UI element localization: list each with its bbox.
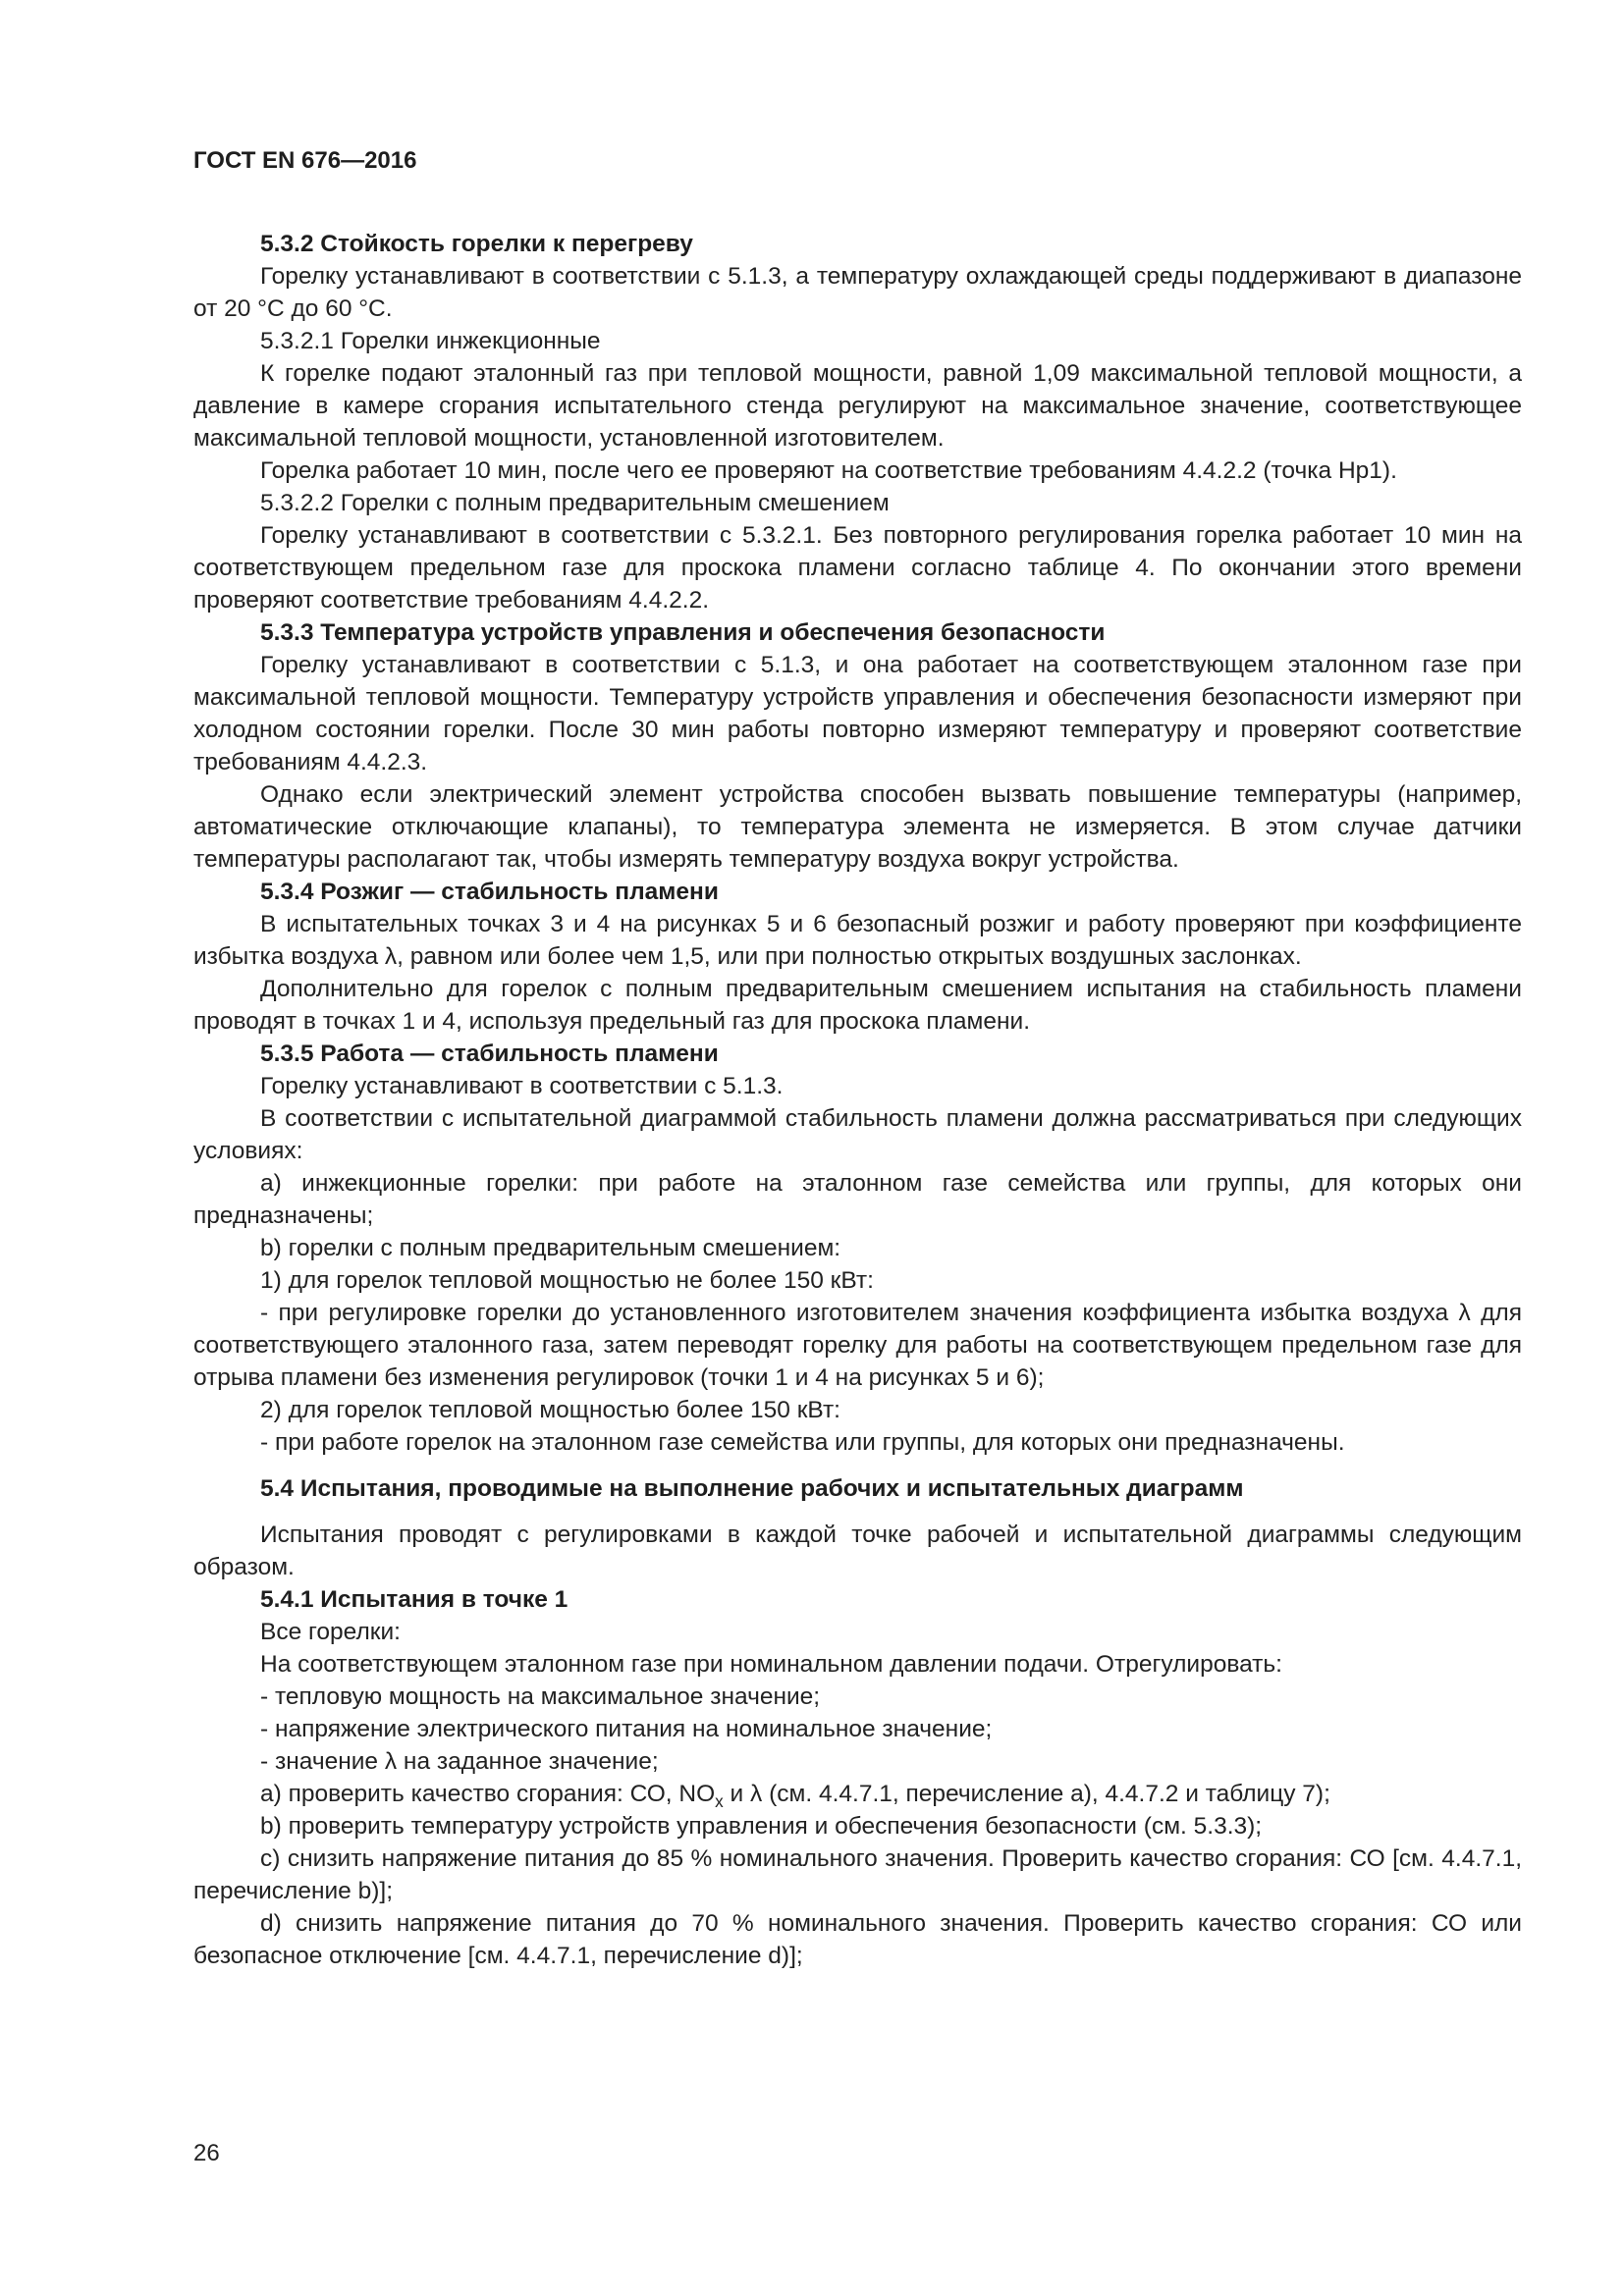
paragraph: Горелку устанавливают в соответствии с 5.1.3. [260, 1073, 784, 1099]
list-item-text: а) проверить качество сгорания: СО, NO [260, 1781, 716, 1807]
heading-5-3-5: 5.3.5 Работа — стабильность пламени [260, 1041, 719, 1067]
list-item: 1) для горелок тепловой мощностью не более 150 кВт: [260, 1267, 874, 1294]
paragraph: Горелку устанавливают в соответствии с 5.3.2.1. Без повторного регулирования горелка работает 10 мин на соответствующем предельном газе для проскока пламени согласно таблице 4. По окончании этого времени проверяют соответствие требованиям 4.4.2.2. [193, 522, 1522, 614]
list-item: b) проверить температуру устройств управления и обеспечения безопасности (см. 5.3.3); [260, 1813, 1263, 1840]
document-code-header: ГОСТ EN 676—2016 [193, 147, 417, 174]
paragraph: Все горелки: [260, 1619, 401, 1645]
heading-5-3-3: 5.3.3 Температура устройств управления и обеспечения безопасности [260, 619, 1106, 646]
list-item: 2) для горелок тепловой мощностью более 150 кВт: [260, 1397, 840, 1423]
paragraph: Горелка работает 10 мин, после чего ее проверяют на соответствие требованиям 4.4.2.2 (точка Нр1). [260, 457, 1397, 484]
paragraph: В соответствии с испытательной диаграммой стабильность пламени должна рассматриваться при следующих условиях: [193, 1105, 1522, 1164]
heading-5-4: 5.4 Испытания, проводимые на выполнение рабочих и испытательных диаграмм [260, 1475, 1244, 1502]
heading-5-3-2-1: 5.3.2.1 Горелки инжекционные [260, 328, 601, 354]
list-item: - при регулировке горелки до установленного изготовителем значения коэффициента избытка воздуха λ для соответствующего эталонного газа, затем переводят горелку для работы на соответствующем предельном газе для отрыва пламени без изменения регулировок (точки 1 и 4 на рисунках 5 и 6); [193, 1300, 1522, 1391]
list-item: - значение λ на заданное значение; [260, 1748, 659, 1775]
heading-5-3-4: 5.3.4 Розжиг — стабильность пламени [260, 879, 719, 905]
list-item [193, 1778, 1522, 1810]
list-item: b) горелки с полным предварительным смешением: [260, 1235, 841, 1261]
document-body [193, 228, 1522, 1972]
paragraph: Однако если электрический элемент устройства способен вызвать повышение температуры (например, автоматические отключающие клапаны), то температура элемента не измеряется. В этом случае датчики температуры располагают так, чтобы измерять температуру воздуха вокруг устройства. [193, 781, 1522, 873]
list-item-text: и λ (см. 4.4.7.1, перечисление а), 4.4.7.2 и таблицу 7); [723, 1781, 1330, 1807]
paragraph: В испытательных точках 3 и 4 на рисунках 5 и 6 безопасный розжиг и работу проверяют при коэффициенте избытка воздуха λ, равном или более чем 1,5, или при полностью открытых воздушных заслонках. [193, 911, 1522, 970]
paragraph: Дополнительно для горелок с полным предварительным смешением испытания на стабильность пламени проводят в точках 1 и 4, используя предельный газ для проскока пламени. [193, 976, 1522, 1035]
paragraph: Горелку устанавливают в соответствии с 5.1.3, и она работает на соответствующем эталонном газе при максимальной тепловой мощности. Температуру устройств управления и обеспечения безопасности измеряют при холодном состоянии горелки. После 30 мин работы повторно измеряют температуру и проверяют соответствие требованиям 4.4.2.3. [193, 652, 1522, 775]
paragraph: Горелку устанавливают в соответствии с 5.1.3, а температуру охлаждающей среды поддерживают в диапазоне от 20 °С до 60 °С. [193, 263, 1522, 322]
page-number: 26 [193, 2140, 220, 2166]
list-item: - тепловую мощность на максимальное значение; [260, 1683, 821, 1710]
paragraph: К горелке подают эталонный газ при тепловой мощности, равной 1,09 максимальной тепловой мощности, а давление в камере сгорания испытательного стенда регулируют на максимальное значение, соответствующее максимальной тепловой мощности, установленной изготовителем. [193, 360, 1522, 452]
list-item: d) снизить напряжение питания до 70 % номинального значения. Проверить качество сгорания: СО или безопасное отключение [см. 4.4.7.1, перечисление d)]; [193, 1910, 1522, 1969]
paragraph: Испытания проводят с регулировками в каждой точке рабочей и испытательной диаграммы следующим образом. [193, 1522, 1522, 1580]
list-item: с) снизить напряжение питания до 85 % номинального значения. Проверить качество сгорания: СО [см. 4.4.7.1, перечисление b)]; [193, 1845, 1522, 1904]
list-item: - при работе горелок на эталонном газе семейства или группы, для которых они предназначены. [260, 1429, 1345, 1456]
list-item: а) инжекционные горелки: при работе на эталонном газе семейства или группы, для которых они предназначены; [193, 1170, 1522, 1229]
subscript: x [715, 1791, 724, 1811]
list-item: - напряжение электрического питания на номинальное значение; [260, 1716, 993, 1742]
paragraph: На соответствующем эталонном газе при номинальном давлении подачи. Отрегулировать: [260, 1651, 1282, 1678]
heading-5-3-2: 5.3.2 Стойкость горелки к перегреву [260, 231, 693, 257]
heading-5-4-1: 5.4.1 Испытания в точке 1 [260, 1586, 568, 1613]
heading-5-3-2-2: 5.3.2.2 Горелки с полным предварительным смешением [260, 490, 890, 516]
